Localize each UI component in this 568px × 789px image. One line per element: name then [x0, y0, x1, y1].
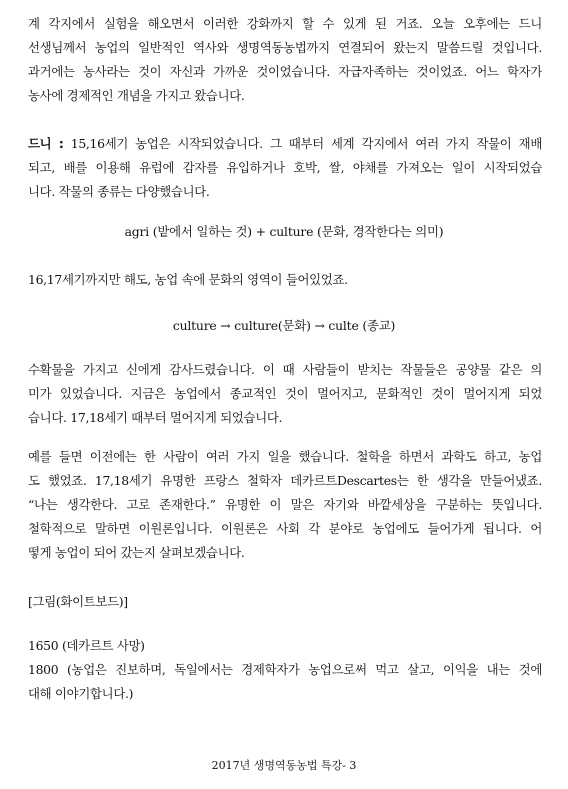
text-line: 수확물을 가지고 신에게 감사드렸습니다. 이 때 사람들이 받치는 작물들은 공양물 같은 의 — [28, 362, 542, 377]
speaker-label: 드니 : — [28, 136, 64, 151]
text-line: 대해 이야기합니다.) — [28, 686, 134, 701]
text-line: 미가 있었습니다. 지금은 농업에서 종교적인 것이 멀어지고, 문화적인 것이 멀어지게 되었 — [28, 386, 542, 401]
text-line: 니다. 작물의 종류는 다양했습니다. — [28, 184, 210, 199]
paragraph-culture — [28, 268, 542, 292]
paragraph-figure-note — [28, 590, 542, 614]
page-footer: 2017년 생명역동농법 특강- 3 — [211, 759, 357, 772]
text-line: 습니다. 17,18세기 때부터 멀어지게 되었습니다. — [28, 410, 283, 425]
text-line: 계 각지에서 실험을 해오면서 이러한 강화까지 할 수 있게 된 거죠. 오늘 오후에는 드니 — [28, 16, 542, 31]
text-line: “나는 생각한다. 고로 존재한다.” 유명한 이 말은 자기와 바깥세상을 구분하는 뜻입니다. — [28, 497, 542, 512]
text-line: 농사에 경제적인 개념을 가지고 왔습니다. — [28, 88, 245, 103]
text-line: 선생님께서 농업의 일반적인 역사와 생명역동농법까지 연결되어 왔는지 말씀드릴 것입니다. — [28, 40, 542, 55]
text-line: 도 했었죠. 17,18세기 유명한 프랑스 철학자 데카르트Descartes는 한 생각을 만들어냈죠. — [28, 473, 542, 488]
text-line: 떻게 농업이 되어 갔는지 살펴보겠습니다. — [28, 545, 245, 560]
text-line: 예를 들면 이전에는 한 사람이 여러 가지 일을 했습니다. 철학을 하면서 과학도 하고, 농업 — [28, 449, 542, 464]
formula-culture: culture → culture(문화) → culte (종교) — [172, 318, 396, 333]
paragraph-timeline — [28, 634, 542, 706]
formula-agriculture: agri (밭에서 일하는 것) + culture (문화, 경작한다는 의미) — [124, 224, 444, 239]
text-fragment: 15,16세기 농업은 시작되었습니다. 그 때부터 세계 각지에서 여러 가지 작물이 재배 — [63, 136, 542, 151]
text-line: 철학적으로 말하면 이원론입니다. 이원론은 사회 각 분야로 농업에도 들어가게 됩니다. 어 — [28, 521, 542, 536]
paragraph-intro — [28, 12, 542, 108]
text-line — [28, 132, 542, 156]
text-line: 1650 (데카르트 사망) — [28, 638, 145, 653]
text-line: 되고, 배를 이용해 유럽에 감자를 유입하거나 호박, 쌀, 야채를 가져오는 일이 시작되었습 — [28, 160, 542, 175]
paragraph-harvest — [28, 358, 542, 430]
text-line: [그림(화이트보드)] — [28, 594, 128, 609]
paragraph-denis — [28, 132, 542, 204]
text-line: 16,17세기까지만 해도, 농업 속에 문화의 영역이 들어있었죠. — [28, 272, 348, 287]
paragraph-descartes — [28, 445, 542, 565]
text-line: 1800 (농업은 진보하며, 독일에서는 경제학자가 농업으로써 먹고 살고, 이익을 내는 것에 — [28, 662, 542, 677]
text-line: 과거에는 농사라는 것이 자신과 가까운 것이었습니다. 자급자족하는 것이었죠. 어느 학자가 — [28, 64, 542, 79]
